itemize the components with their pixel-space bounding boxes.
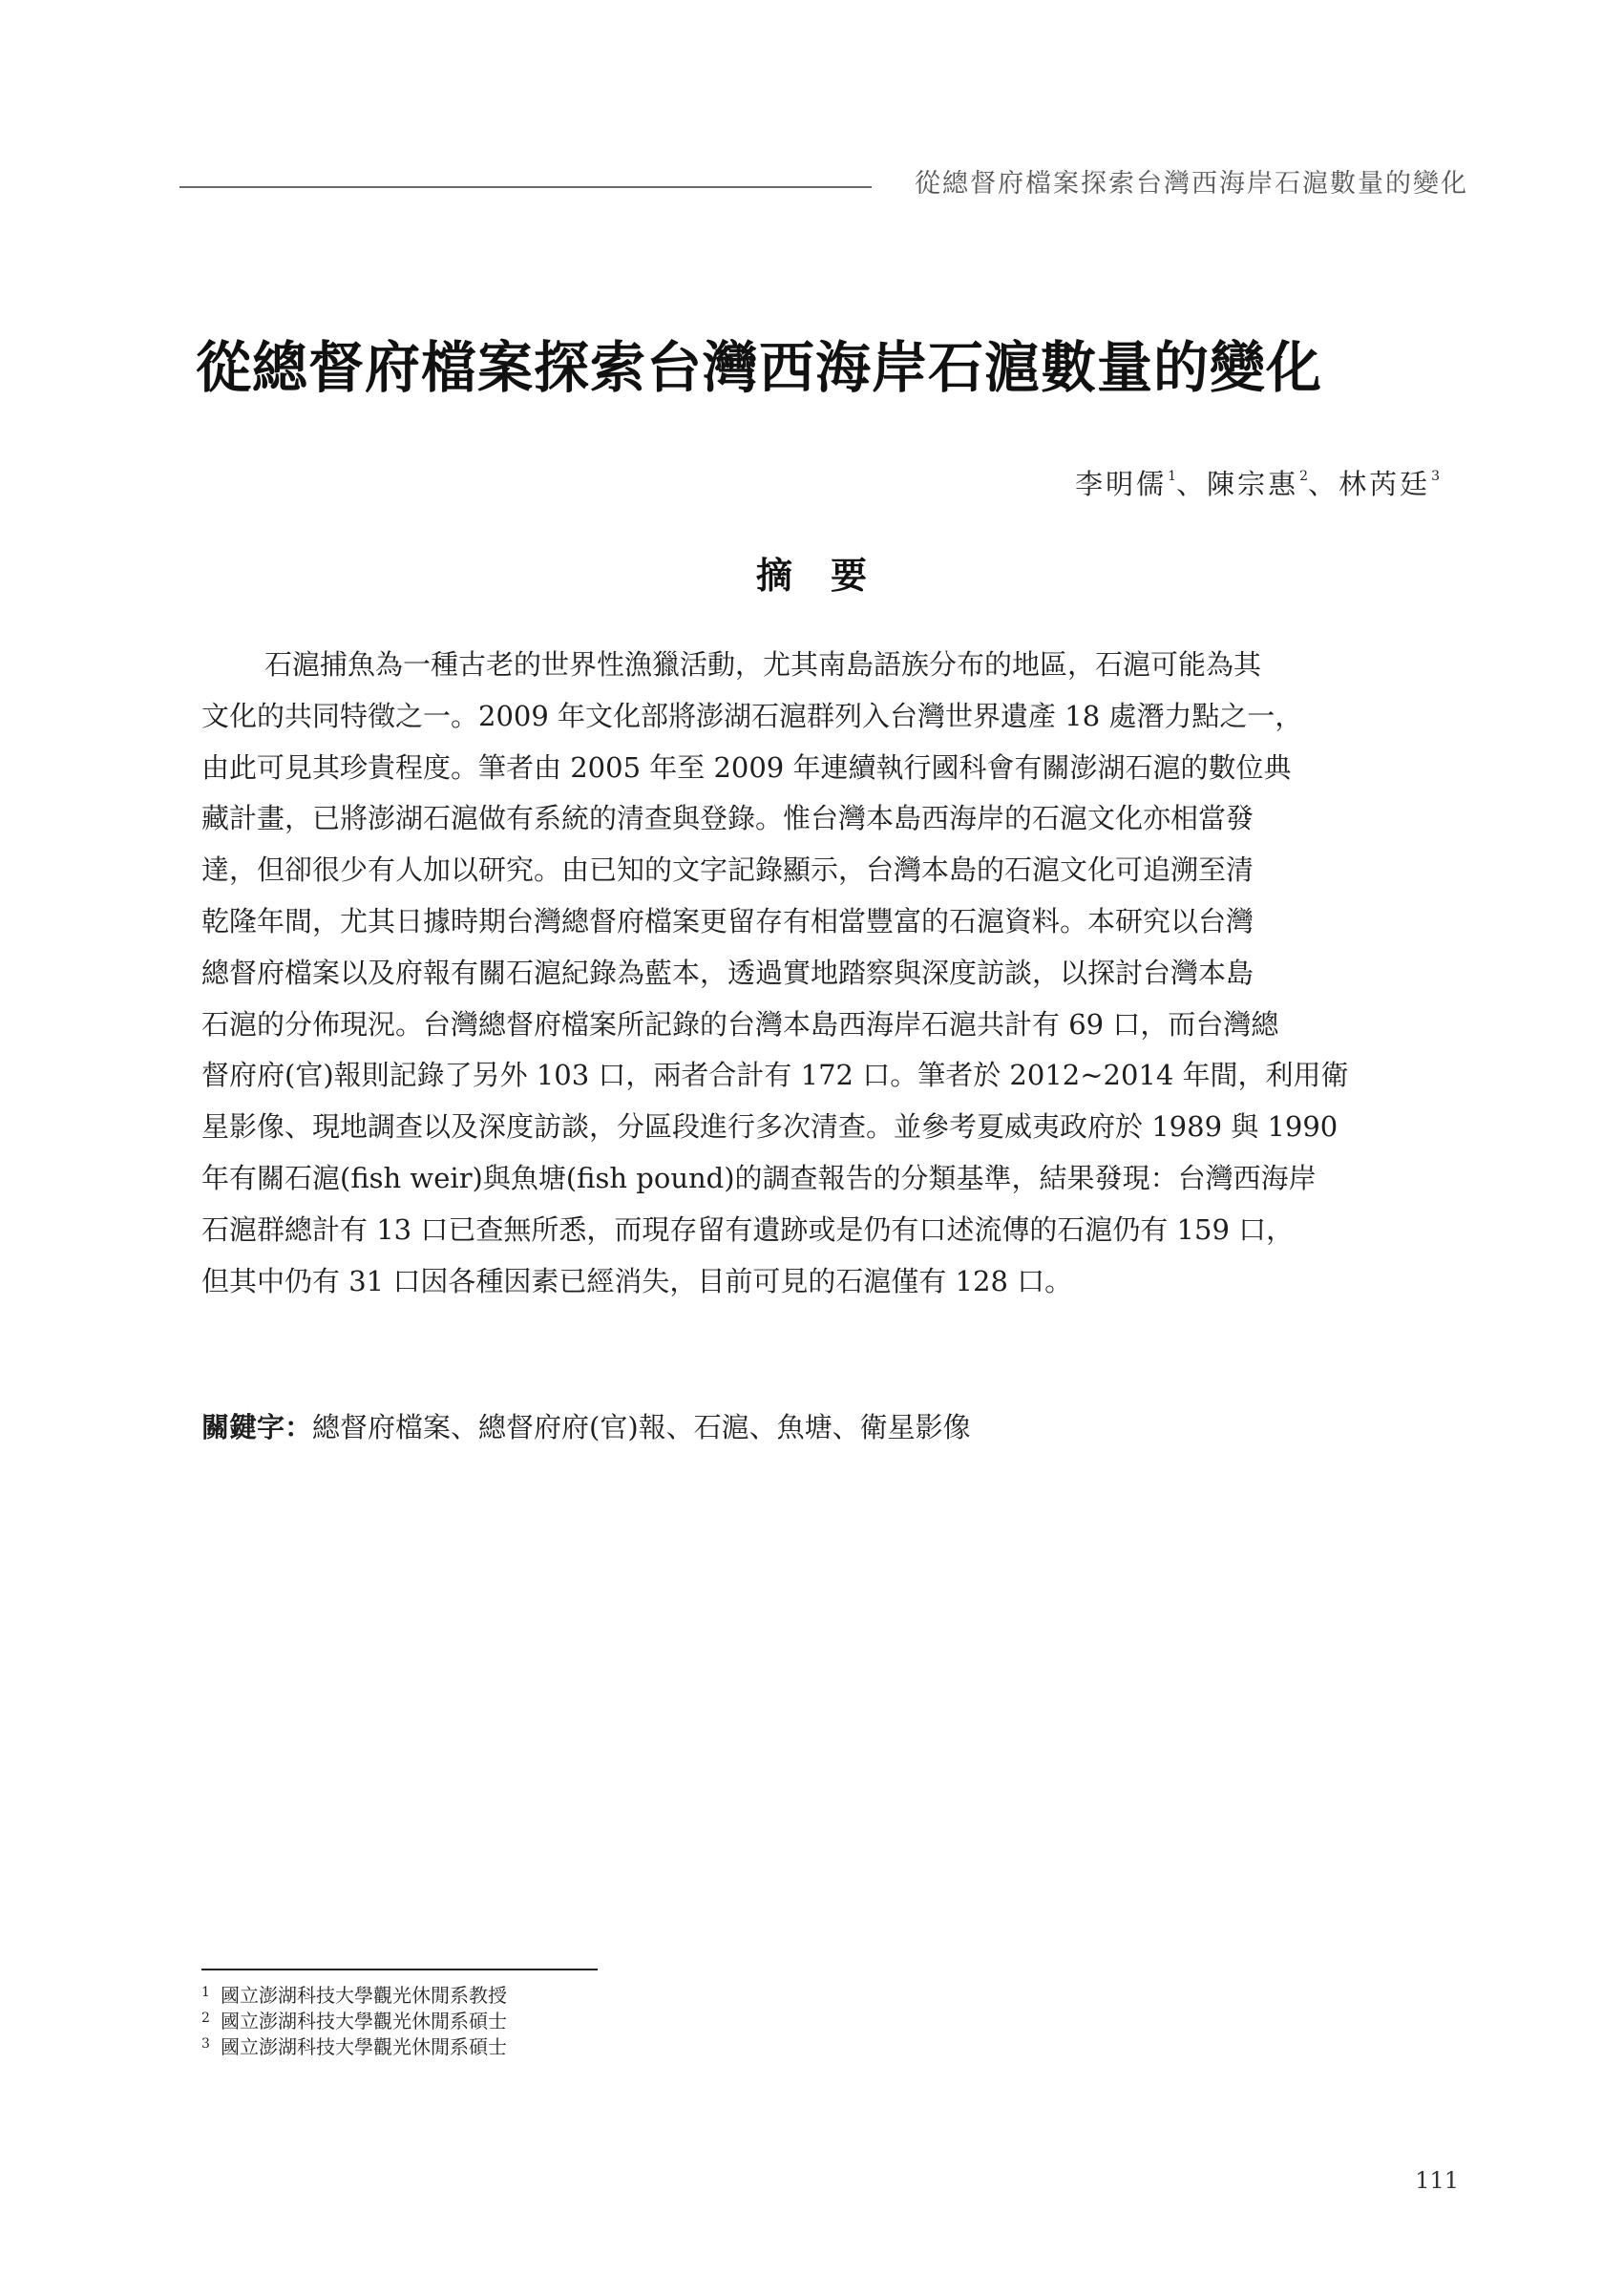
author-name: 陳宗惠 [1207,468,1299,500]
author-line [1075,463,1440,502]
abstract-line: 達，但卻很少有人加以研究。由已知的文字記錄顯示，台灣本島的石滬文化可追溯至清 [201,853,1254,887]
footnote [201,1981,507,2007]
running-header [179,153,1468,200]
abstract-heading: 摘要 [755,554,905,597]
footnote-marker[interactable]: 1 [1168,469,1177,484]
abstract-line: 藏計畫，已將澎湖石滬做有系統的清查與登錄。惟台灣本島西海岸的石滬文化亦相當發 [201,802,1254,835]
keywords-label: 關鍵字： [201,1411,313,1443]
abstract-line: 石滬的分佈現況。台灣總督府檔案所記錄的台灣本島西海岸石滬共計有 69 口，而台灣總 [201,1007,1279,1041]
footnote-marker[interactable]: 3 [1431,469,1440,484]
author-name: 李明儒 [1075,468,1168,500]
abstract-body [201,640,1462,1307]
footnote-text: 國立澎湖科技大學觀光休閒系碩士 [221,2035,507,2058]
abstract-line: 石滬捕魚為一種古老的世界性漁獵活動，尤其南島語族分布的地區，石滬可能為其 [264,648,1262,681]
abstract-line: 文化的共同特徵之一。2009 年文化部將澎湖石滬群列入台灣世界遺產 18 處潛力點之一， [201,699,1303,732]
footnote-number: 1 [201,1985,210,2000]
abstract-line: 星影像、現地調查以及深度訪談，分區段進行多次清查。並參考夏威夷政府於 1989 與 1990 [201,1110,1338,1144]
footnote-number: 2 [201,2011,210,2026]
abstract-line: 乾隆年間，尤其日據時期台灣總督府檔案更留存有相當豐富的石滬資料。本研究以台灣 [201,904,1254,937]
abstract-line: 石滬群總計有 13 口已查無所悉，而現存留有遺跡或是仍有口述流傳的石滬仍有 159 口， [201,1212,1295,1246]
author-name: 林芮廷 [1338,468,1431,500]
abstract-line: 由此可見其珍貴程度。筆者由 2005 年至 2009 年連續執行國科會有關澎湖石滬的數位典 [201,750,1292,784]
paper-title: 從總督府檔案探索台灣西海岸石滬數量的變化 [196,335,1323,400]
footnote-marker[interactable]: 2 [1299,469,1309,484]
footnote-text: 國立澎湖科技大學觀光休閒系教授 [221,1984,507,2007]
running-header-title: 從總督府檔案探索台灣西海岸石滬數量的變化 [915,169,1468,199]
footnote [201,2033,507,2058]
footnote-rule [201,1969,598,1970]
page-number: 111 [1415,2167,1459,2194]
abstract-line: 總督府檔案以及府報有關石滬紀錄為藍本，透過實地踏察與深度訪談，以探討台灣本島 [201,956,1254,989]
footnotes [201,1981,507,2058]
keywords [201,1406,971,1445]
author-separator: 、 [1176,468,1208,500]
footnote-number: 3 [201,2036,210,2052]
footnote [201,2007,507,2033]
header-rule [179,186,872,188]
keywords-text: 總督府檔案、總督府府(官)報、石滬、魚塘、衛星影像 [312,1411,971,1443]
abstract-line: 年有關石滬(fish weir)與魚塘(fish pound)的調查報告的分類基準，結果發現：台灣西海岸 [201,1161,1317,1194]
footnote-text: 國立澎湖科技大學觀光休閒系碩士 [221,2010,507,2033]
abstract-line: 督府府(官)報則記錄了另外 103 口，兩者合計有 172 口。筆者於 2012~2014 年間，利用衛 [201,1059,1349,1092]
abstract-line: 但其中仍有 31 口因各種因素已經消失，目前可見的石滬僅有 128 口。 [201,1264,1073,1297]
author-separator: 、 [1308,468,1339,500]
